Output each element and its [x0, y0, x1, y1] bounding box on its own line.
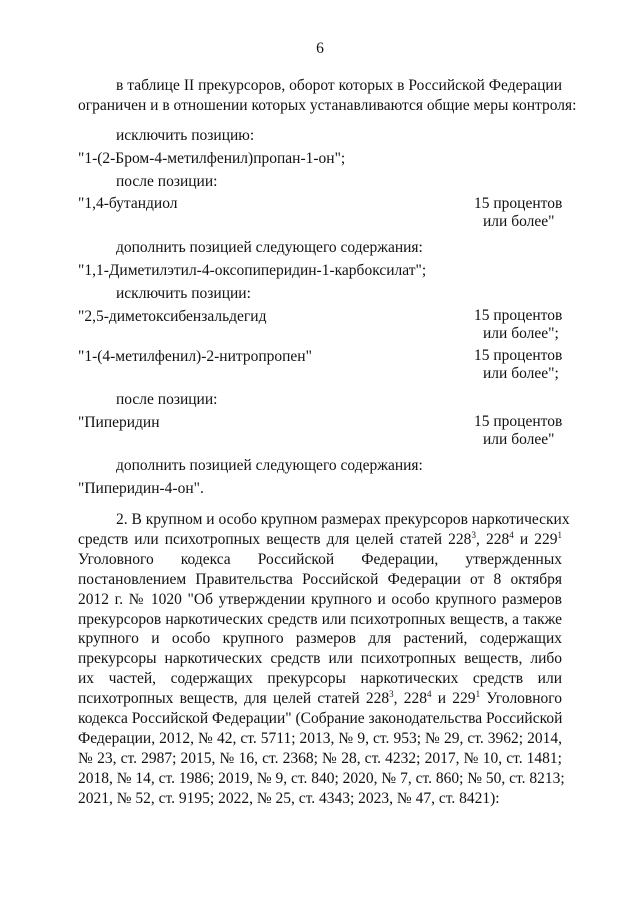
- excluded-substance: "1-(2-Бром-4-метилфенил)пропан-1-он";: [78, 150, 346, 167]
- section-2-line: прекурсоров наркотических средств или психотропных веществ, а также: [78, 610, 562, 628]
- row-4-name: "Пиперидин: [78, 414, 160, 431]
- section-2-line: 2018, № 14, ст. 1986; 2019, № 9, ст. 840; 2020, № 7, ст. 860; № 50, ст. 8213;: [78, 769, 565, 787]
- instruction-exclude-positions: исключить позиции:: [116, 285, 251, 302]
- intro-line-1: в таблице II прекурсоров, оборот которых в Российской Федерации: [116, 77, 562, 94]
- row-3-quantity: 15 процентов или более";: [474, 347, 563, 382]
- intro-line-2: ограничен и в отношении которых устанавливаются общие меры контроля:: [78, 97, 577, 114]
- section-2-line: психотропных веществ, для целей статей $228^3$, $228^4$ и $229^1$ Уголовного: [78, 689, 563, 708]
- section-2-line: прекурсоры наркотических средств или психотропных веществ, либо: [78, 650, 562, 668]
- section-2-line: их частей, содержащих прекурсоры наркотических средств или: [78, 670, 562, 688]
- section-2-line: Федерации, 2012, № 42, ст. 5711; 2013, № 9, ст. 953; № 29, ст. 3962; 2014,: [78, 729, 562, 747]
- instruction-add-position: дополнить позицией следующего содержания:: [116, 239, 423, 256]
- instruction-after-position: после позиции:: [116, 173, 218, 190]
- instruction-add-position-2: дополнить позицией следующего содержания:: [116, 457, 423, 474]
- section-2-paragraph: [78, 510, 570, 809]
- row-3-name: "1-(4-метилфенил)-2-нитропропен": [78, 348, 312, 365]
- row-4-quantity: 15 процентов или более": [474, 413, 563, 448]
- instruction-after-position-2: после позиции:: [116, 391, 218, 408]
- section-2-line: кодекса Российской Федерации" (Собрание законодательства Российской: [78, 710, 563, 728]
- section-2-line: 2012 г. № 1020 "Об утверждении крупного и особо крупного размеров: [78, 590, 562, 608]
- row-1-quantity: 15 процентов или более": [474, 195, 563, 230]
- section-2-line: 2021, № 52, ст. 9195; 2022, № 25, ст. 4343; 2023, № 47, ст. 8421):: [78, 789, 500, 807]
- section-2-line: 2. В крупном и особо крупном размерах прекурсоров наркотических: [116, 511, 570, 528]
- row-2-name: "2,5-диметоксибензальдегид: [78, 308, 267, 325]
- section-2-line: Уголовного кодекса Российской Федерации, утвержденных: [78, 550, 562, 568]
- added-substance: "1,1-Диметилэтил-4-оксопиперидин-1-карбоксилат";: [78, 262, 427, 279]
- page-number: 6: [316, 40, 324, 57]
- section-2-line: № 23, ст. 2987; 2015, № 16, ст. 2368; № 28, ст. 4232; 2017, № 10, ст. 1481;: [78, 749, 562, 767]
- row-2-quantity: 15 процентов или более";: [474, 307, 563, 342]
- added-substance-2: "Пиперидин-4-он".: [78, 480, 204, 497]
- section-2-line: постановлением Правительства Российской Федерации от 8 октября: [78, 570, 562, 588]
- instruction-exclude-position: исключить позицию:: [116, 127, 255, 144]
- section-2-line: средств или психотропных веществ для целей статей $228^3$, $228^4$ и $229^1$: [78, 529, 563, 548]
- row-1-name: "1,4-бутандиол: [78, 195, 178, 212]
- section-2-line: крупного и особо крупного размеров для растений, содержащих: [78, 630, 562, 648]
